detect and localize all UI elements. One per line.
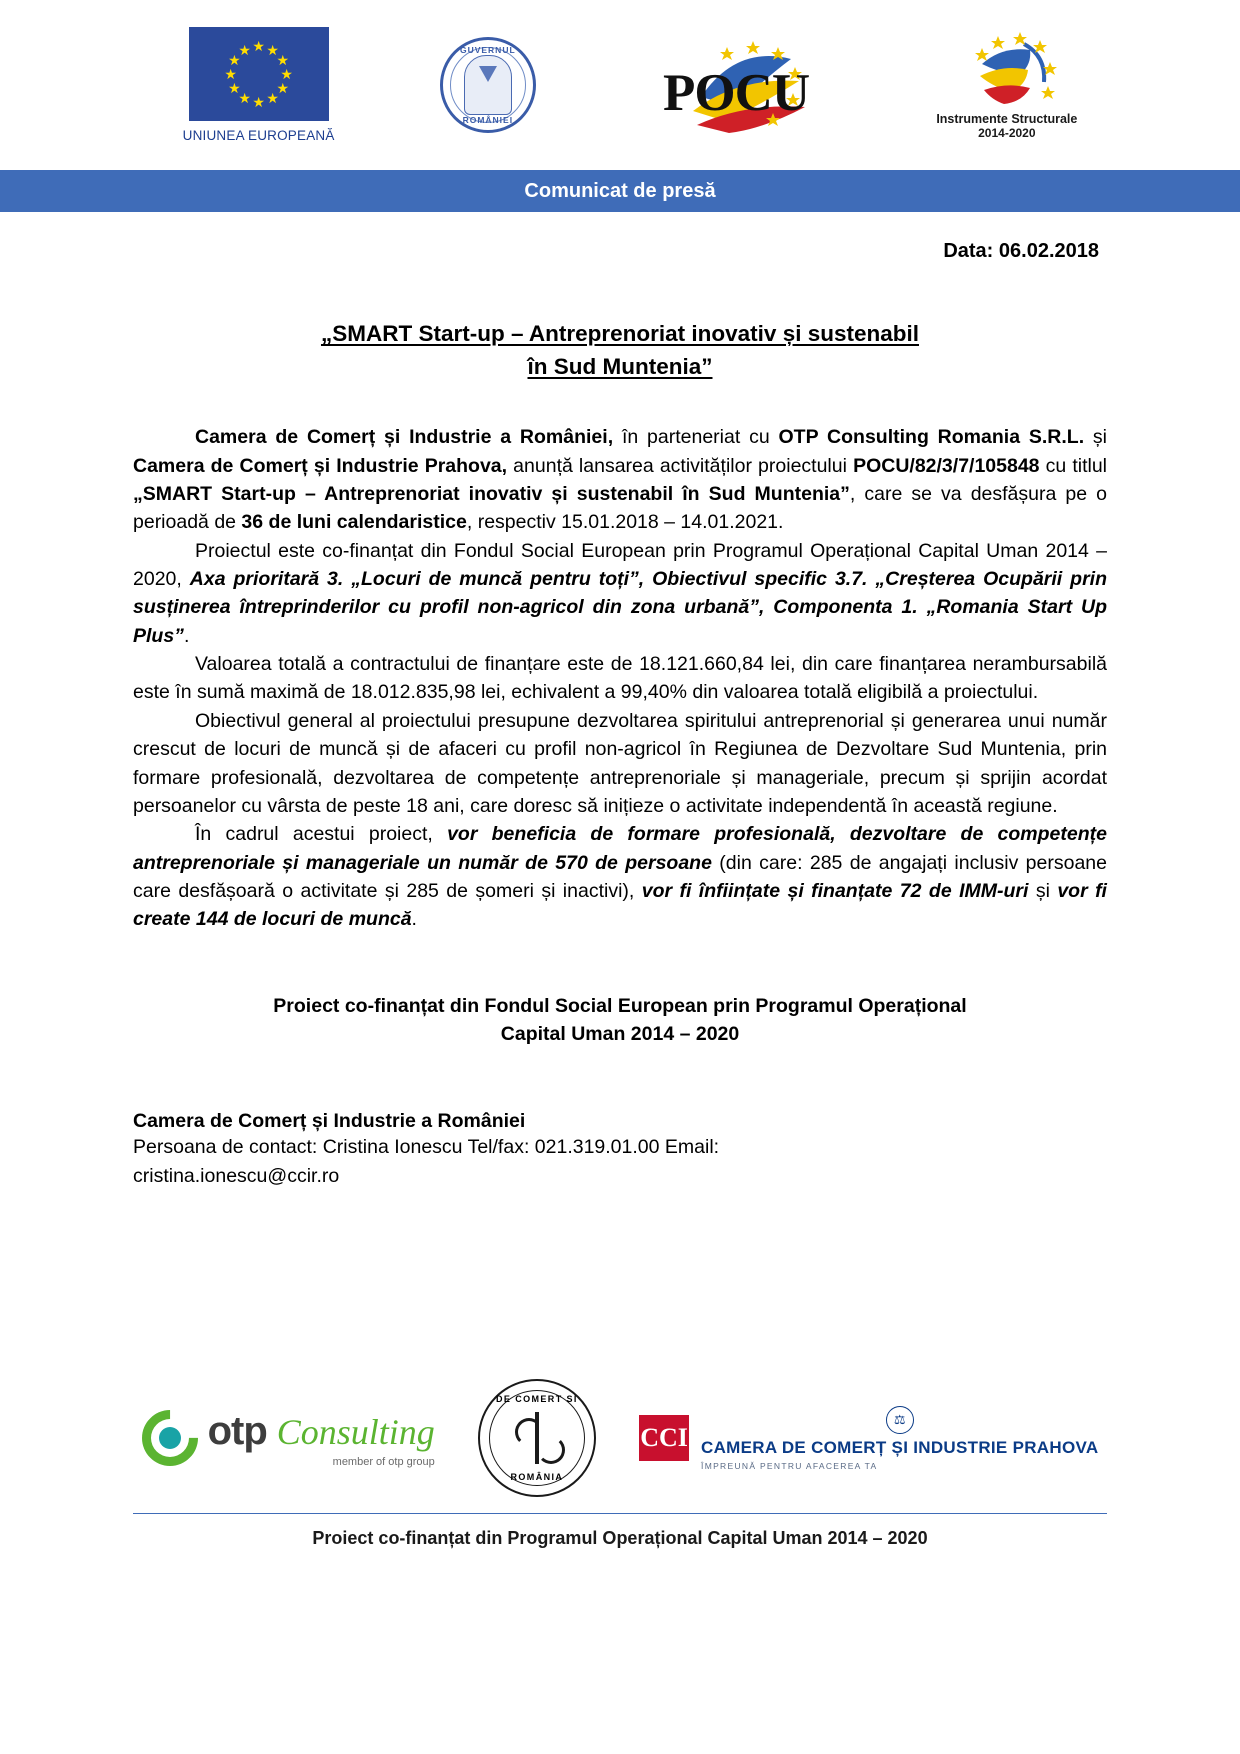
contact-email[interactable]: cristina.ionescu@ccir.ro [133, 1164, 340, 1187]
eu-flag-caption: UNIUNEA EUROPEANĂ [182, 128, 335, 143]
p5-s2: vor beneficia de formare profesională, dezvoltare de competențe antreprenoriale și manageriale un număr de 570 de persoane [133, 823, 1107, 874]
cofinancing-line1: Proiect co-finanțat din Fondul Social European prin Programul Operațional [273, 994, 967, 1017]
otp-consulting-word: Consulting [276, 1411, 435, 1452]
p3-s1: Valoarea totală a contractului de finanțare este de 18.121.660,84 lei, din care finanțarea nerambursabilă este în sumă maximă de 18.012.835,98 lei, echivalent a 99,40% din valoarea totală eligibilă a proiectului. [133, 653, 1107, 704]
p1-s11: 36 de luni calendaristice [241, 511, 467, 534]
eu-star-icon: ★ [276, 80, 290, 96]
eu-star-icon: ★ [238, 90, 251, 107]
eu-star-icon: ★ [252, 38, 265, 54]
p4-s1: Obiectivul general al proiectului presupune dezvoltarea spiritului antreprenorial și generarea unui număr crescut de locuri de muncă și de afaceri cu profil non-agricol în Regiunea de Dezvoltare Sud Muntenia, prin formare profesională, dezvoltarea de competențe antreprenoriale și manageriale, precum și sprijin acordat persoanelor cu vârsta de peste 18 ani, care doresc să inițieze o activitate independentă în această regiune. [133, 709, 1107, 817]
page-title-line1: „SMART Start-up – Antreprenoriat inovativ și sustenabil [320, 321, 919, 346]
eu-star-icon: ★ [252, 94, 265, 110]
ccir-arc-bottom-text: ROMÂNIA [510, 1472, 564, 1482]
cci-prahova-logo [639, 1406, 1098, 1471]
cci-badge-icon: CCI [639, 1415, 689, 1461]
p1-s10: , care se va desfășura pe o perioadă de [133, 482, 1108, 534]
p1-s12: , respectiv 15.01.2018 – 14.01.2021. [466, 511, 784, 534]
instrumente-structurale-caption: Instrumente Structurale [936, 112, 1078, 126]
seal-bottom-text: ROMÂNIEI [462, 115, 514, 125]
p1-s7: POCU/82/3/7/105848 [853, 454, 1040, 477]
cci-prahova-name: CAMERA DE COMERȚ ȘI INDUSTRIE PRAHOVA [701, 1437, 1099, 1457]
contact-details-line1: Persoana de contact: Cristina Ionescu Tel/fax: 021.319.01.00 Email: [133, 1136, 720, 1159]
caduceus-icon [535, 1412, 539, 1464]
footer-note: Proiect co-finanțat din Programul Operațional Capital Uman 2014 – 2020 [312, 1528, 928, 1548]
p5-s3: (din care: 285 de angajați inclusiv persoane care desfășoară o activitate și 285 de șomeri și inactivi), [133, 851, 1107, 902]
otp-wordmark: otp [207, 1408, 267, 1453]
page-title-line2: în Sud Muntenia” [527, 353, 713, 379]
guvernul-romaniei-logo-block [440, 37, 536, 133]
cci-prahova-tagline: ÎMPREUNĂ PENTRU AFACEREA TA [701, 1460, 878, 1471]
p1-s2: în parteneriat cu [613, 426, 779, 449]
p1-s3: OTP Consulting Romania S.R.L. [778, 426, 1085, 449]
p1-s6: anunță lansarea activităților proiectului [507, 454, 854, 477]
eu-flag-icon [189, 27, 329, 121]
p2-s1: Proiectul este co-finanțat din Fondul Social European prin Programul Operațional Capital Uman 2014 – 2020, [133, 539, 1107, 591]
p2-s2: Axa prioritară 3. „Locuri de muncă pentru toți”, Obiectivul specific 3.7. „Creșterea Ocupării prin susținerea întreprinderilor cu profil non-agricol din zona urbană”, Componenta 1. „Romania Start Up Plus” [133, 568, 1108, 647]
otp-member-tagline: member of otp group [332, 1455, 435, 1468]
press-release-banner [0, 170, 1240, 212]
eu-star-icon: ★ [228, 80, 241, 96]
eu-star-icon: ★ [228, 52, 241, 68]
page-title [133, 318, 1107, 383]
pocu-logo-block [641, 37, 831, 133]
paragraph-3 [133, 650, 1107, 707]
footer-divider [133, 1513, 1107, 1514]
paragraph-1 [133, 423, 1107, 536]
header-logo-strip [0, 0, 1240, 170]
p5-s4: vor fi înființate și finanțate 72 de IMM-uri [641, 880, 1029, 902]
ccir-arc-top-text: DE COMERT SI [496, 1394, 578, 1404]
p5-s5: și [1028, 880, 1058, 902]
instrumente-structurale-years: 2014-2020 [978, 126, 1036, 140]
p1-s4: și [1084, 426, 1108, 449]
ccir-seal-logo [478, 1379, 596, 1497]
p5-s1: În cadrul acestui proiect, [195, 823, 448, 846]
document-date: Data: 06.02.2018 [943, 240, 1099, 262]
p5-s6: vor fi create 144 de locuri de muncă [133, 880, 1107, 931]
eu-star-icon: ★ [266, 41, 279, 58]
eagle-shield-icon [464, 55, 512, 115]
otp-consulting-logo [142, 1409, 435, 1468]
cofinancing-statement [133, 992, 1107, 1049]
otp-dot-shape [159, 1427, 181, 1449]
eu-logo-block [183, 27, 335, 143]
guvernul-romaniei-seal-icon [440, 37, 536, 133]
p2-s3: . [183, 624, 190, 647]
p5-s7: . [411, 908, 417, 931]
cofinancing-line2: Capital Uman 2014 – 2020 [500, 1022, 740, 1045]
eu-star-icon: ★ [238, 41, 251, 58]
eu-star-icon: ★ [266, 90, 279, 107]
otp-mark-icon [142, 1410, 198, 1466]
prahova-crest-icon: ⚖ [886, 1406, 914, 1434]
banner-label: Comunicat de presă [524, 179, 716, 202]
footer-logo-strip [0, 1368, 1240, 1508]
instrumente-structurale-logo-block [936, 30, 1077, 140]
contact-organization: Camera de Comerț și Industrie a României [133, 1110, 526, 1133]
eu-star-icon: ★ [276, 52, 290, 68]
pocu-logo-icon [641, 37, 831, 133]
paragraph-2 [133, 537, 1107, 650]
paragraph-4 [133, 707, 1107, 820]
document-body [0, 240, 1240, 1190]
p1-s5: Camera de Comerț și Industrie Prahova, [133, 454, 508, 477]
p1-s8: cu titlul [1039, 454, 1108, 477]
seal-top-text: GUVERNUL [459, 45, 516, 55]
pocu-wordmark-text: POCU [662, 64, 810, 122]
eu-star-icon: ★ [224, 66, 237, 82]
paragraph-5 [133, 820, 1107, 933]
p1-s1: Camera de Comerț și Industrie a României, [195, 426, 614, 449]
instrumente-structurale-icon [952, 30, 1062, 110]
p1-s9: „SMART Start-up – Antreprenoriat inovativ și sustenabil în Sud Muntenia” [133, 482, 850, 505]
eu-star-icon: ★ [280, 66, 293, 82]
